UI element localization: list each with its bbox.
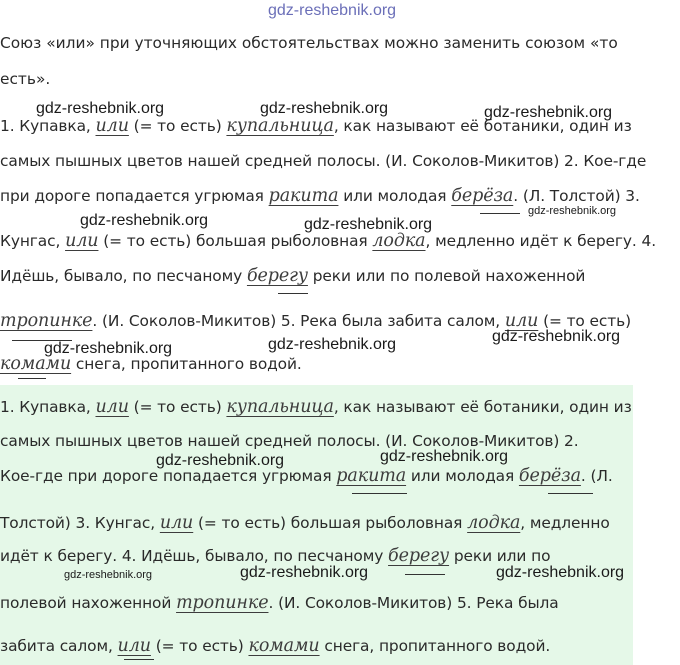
underline-mark xyxy=(480,213,520,214)
block1-line-2: самых пышных цветов нашей средней полосы. (И. Соколов-Микитов) 2. Кое-где xyxy=(0,152,647,170)
watermark: gdz-reshebnik.org xyxy=(484,104,613,121)
underline-mark xyxy=(352,493,407,494)
handwritten-word: купальница xyxy=(226,116,334,136)
block2-line-5: идёт к берегу. 4. Идёшь, бывало, по песчаному берегу реки или по xyxy=(0,546,551,566)
watermark: gdz-reshebnik.org xyxy=(36,100,165,117)
handwritten-word: лодка xyxy=(372,231,426,251)
watermark: gdz-reshebnik.org xyxy=(496,564,625,581)
handwritten-word: или xyxy=(159,513,194,533)
handwritten-word: или xyxy=(117,636,151,656)
handwritten-word: комами xyxy=(0,354,72,374)
handwritten-word: ракита xyxy=(268,186,339,206)
block1-line-5: Идёшь, бывало, по песчаному берегу реки или по полевой нахоженной xyxy=(0,266,586,286)
watermark: gdz-reshebnik.org xyxy=(240,564,369,581)
block2-line-1: 1. Купавка, или (= то есть) купальница, как называют её ботаники, один из xyxy=(0,397,632,417)
underline-mark xyxy=(278,293,308,294)
watermark: gdz-reshebnik.org xyxy=(528,205,617,217)
intro-line-1: Союз «или» при уточняющих обстоятельствах можно заменить союзом «то xyxy=(0,34,618,52)
watermark: gdz-reshebnik.org xyxy=(304,216,433,233)
handwritten-word: берегу xyxy=(246,266,308,286)
handwritten-word: берегу xyxy=(388,546,450,566)
handwritten-word: берёза xyxy=(518,466,581,486)
handwritten-word: тропинке xyxy=(176,593,269,613)
watermark: gdz-reshebnik.org xyxy=(268,336,397,353)
block2-line-7: забита салом, или (= то есть) комами снега, пропитанного водой. xyxy=(0,636,551,656)
underline-mark xyxy=(18,378,46,379)
handwritten-word: купальница xyxy=(226,397,334,417)
handwritten-word: берёза xyxy=(451,186,514,206)
block1-line-1: 1. Купавка, или (= то есть) купальница, как называют её ботаники, один из xyxy=(0,116,632,136)
watermark: gdz-reshebnik.org xyxy=(260,100,389,117)
watermark: gdz-reshebnik.org xyxy=(64,569,153,581)
underline-mark xyxy=(405,574,445,575)
block1-line-7: комами снега, пропитанного водой. xyxy=(0,354,302,374)
block2-line-6: полевой нахоженной тропинке. (И. Соколов-Микитов) 5. Река была xyxy=(0,593,559,613)
handwritten-word: или xyxy=(504,311,539,331)
block2-line-3: Кое-где при дороге попадается угрюмая ракита или молодая берёза. (Л. xyxy=(0,466,613,486)
watermark: gdz-reshebnik.org xyxy=(380,448,509,465)
watermark: gdz-reshebnik.org xyxy=(80,212,209,229)
underline-mark xyxy=(548,493,593,494)
block2-line-4: Толстой) 3. Кунгас, или (= то есть) большая рыболовная лодка, медленно xyxy=(0,513,610,533)
handwritten-word: тропинке xyxy=(0,311,93,331)
block2-line-2: самых пышных цветов нашей средней полосы. (И. Соколов-Микитов) 2. xyxy=(0,432,579,450)
watermark: gdz-reshebnik.org xyxy=(492,328,621,345)
watermark: gdz-reshebnik.org xyxy=(156,452,285,469)
handwritten-word: ракита xyxy=(336,466,407,486)
block1-line-4: Кунгас, или (= то есть) большая рыболовная лодка, медленно идёт к берегу. 4. xyxy=(0,231,656,251)
handwritten-word: лодка xyxy=(467,513,521,533)
watermark: gdz-reshebnik.org xyxy=(44,340,173,357)
handwritten-word: или xyxy=(65,231,99,251)
handwritten-word: комами xyxy=(248,636,320,656)
block1-line-6: тропинке. (И. Соколов-Микитов) 5. Река была забита салом, или (= то есть) xyxy=(0,311,632,331)
watermark-top: gdz-reshebnik.org xyxy=(268,2,397,19)
handwritten-word: или xyxy=(95,116,129,136)
handwritten-word: или xyxy=(95,397,129,417)
underline-mark xyxy=(124,659,154,660)
block1-line-3: при дороге попадается угрюмая ракита или молодая берёза. (Л. Толстой) 3. xyxy=(0,186,640,206)
intro-line-2: есть». xyxy=(0,70,51,88)
